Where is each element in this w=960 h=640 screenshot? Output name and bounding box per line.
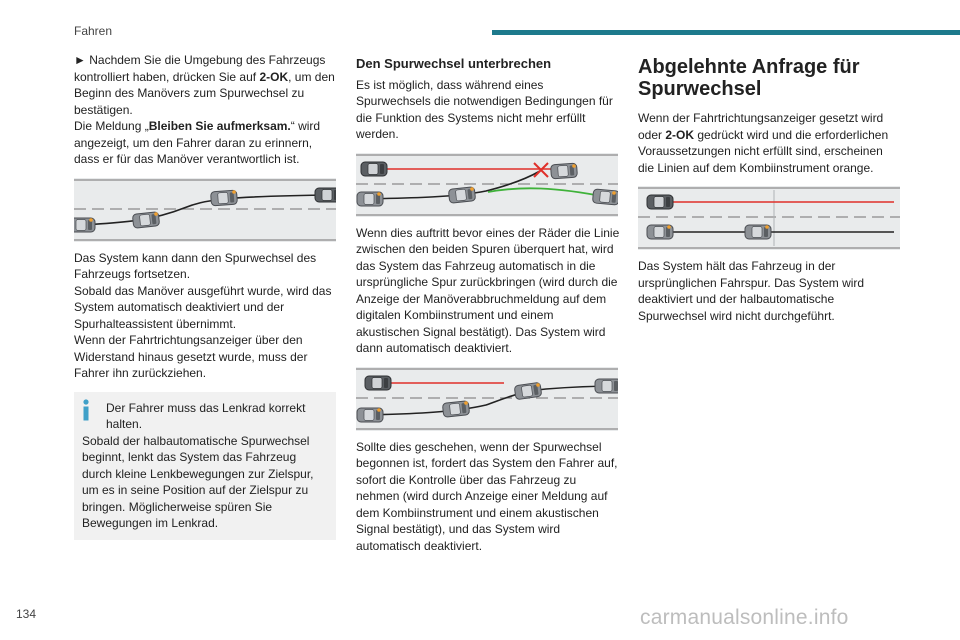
header-accent-bar [492,30,960,35]
lane-change-diagram [74,178,336,242]
figure-abort-before-line [356,153,620,217]
rejected-request-diagram [638,186,900,250]
column-left [74,52,336,540]
column-right [638,52,900,324]
paragraph-conditions: Es ist möglich, dass während eines Spurwechsels die notwendigen Bedingungen für die Funktion des Systems nicht mehr erfüllt werden. [356,77,613,141]
section-heading-rejected: Abgelehnte Anfrage für Spurwechsel [638,56,860,100]
figure-rejected-request [638,186,900,250]
note-lane-change: Sobald der halbautomatische Spurwechsel beginnt, lenkt das System das Fahrzeug durch kleine Lenkbewegungen zur Zielspur, um es in seine Position auf der Zielspur zu bringen. Möglicherweise spüren Sie Bewegungen im Lenkrad. [82,433,314,530]
abort-before-line-diagram [356,153,618,217]
paragraph-message: Die Meldung „Bleiben Sie aufmerksam.“ wird angezeigt, um den Fahrer daran zu erinnern, dass er für das Manöver verantwortlich ist. [74,119,321,166]
button-ref-2ok: 2-OK [665,127,695,142]
button-ref-2ok: 2-OK [259,69,289,84]
paragraph-system-holds: Das System hält das Fahrzeug in der ursprünglichen Fahrspur. Das System wird deaktiviert und der halbautomatische Spurwechsel wird nicht durchgeführt. [638,259,865,323]
paragraph-deactivate: Sobald das Manöver ausgeführt wurde, wird das System automatisch deaktiviert und der Spurhalteassistent übernimmt. [74,283,332,331]
note-steering: Der Fahrer muss das Lenkrad korrekt halten. [106,400,306,431]
paragraph-confirm: ► Nachdem Sie die Umgebung des Fahrzeugs kontrolliert haben, drücken Sie auf 2-OK, um den Beginn des Manövers zum Spurwechsel zu bestätigen. [74,53,335,117]
paragraph-abort-before: Wenn dies auftritt bevor eines der Räder die Linie zwischen den beiden Spuren überquert hat, wird das System das Fahrzeug automatisch in die ursprüngliche Spur zurückbringen (wird durch die Anzeige der Manöverabbruchmeldung auf dem digitalen Kombiinstrument und einem akustischen Signal bestätigt). Das System wird dann automatisch deaktiviert. [356,225,620,355]
info-note [74,392,336,540]
paragraph-indicator: Wenn der Fahrtrichtungsanzeiger über den Widerstand hinaus gesetzt wurde, muss der Fahrer ihn zurückziehen. [74,333,308,380]
watermark: carmanualsonline.info [640,606,849,629]
arrow-icon: ► [74,53,86,67]
figure-abort-after-line [356,367,620,431]
paragraph-orange-lines: Wenn der Fahrtrichtungsanzeiger gesetzt wird oder 2-OK gedrückt wird und die erforderlichen Voraussetzungen nicht erfüllt sind, erscheinen die Linien auf dem Kombiinstrument orange. [638,111,889,175]
page-number: 134 [16,607,37,621]
figure-lane-change [74,178,336,242]
paragraph-continue: Das System kann dann den Spurwechsel des Fahrzeugs fortsetzen. [74,250,317,281]
message-text: Bleiben Sie aufmerksam. [148,119,291,133]
section-header: Fahren [74,24,113,38]
info-icon [81,399,91,421]
abort-after-line-diagram [356,367,618,431]
section-heading-interrupt: Den Spurwechsel unterbrechen [356,56,552,71]
paragraph-abort-after: Sollte dies geschehen, wenn der Spurwechsel begonnen ist, fordert das System den Fahrer auf, sofort die Kontrolle über das Fahrzeug zu nehmen (wird durch Anzeige einer Meldung auf dem Kombiinstrument und einem akustischen Signal bestätigt), und das System wird automatisch deaktiviert. [356,439,618,553]
column-middle [356,52,620,554]
